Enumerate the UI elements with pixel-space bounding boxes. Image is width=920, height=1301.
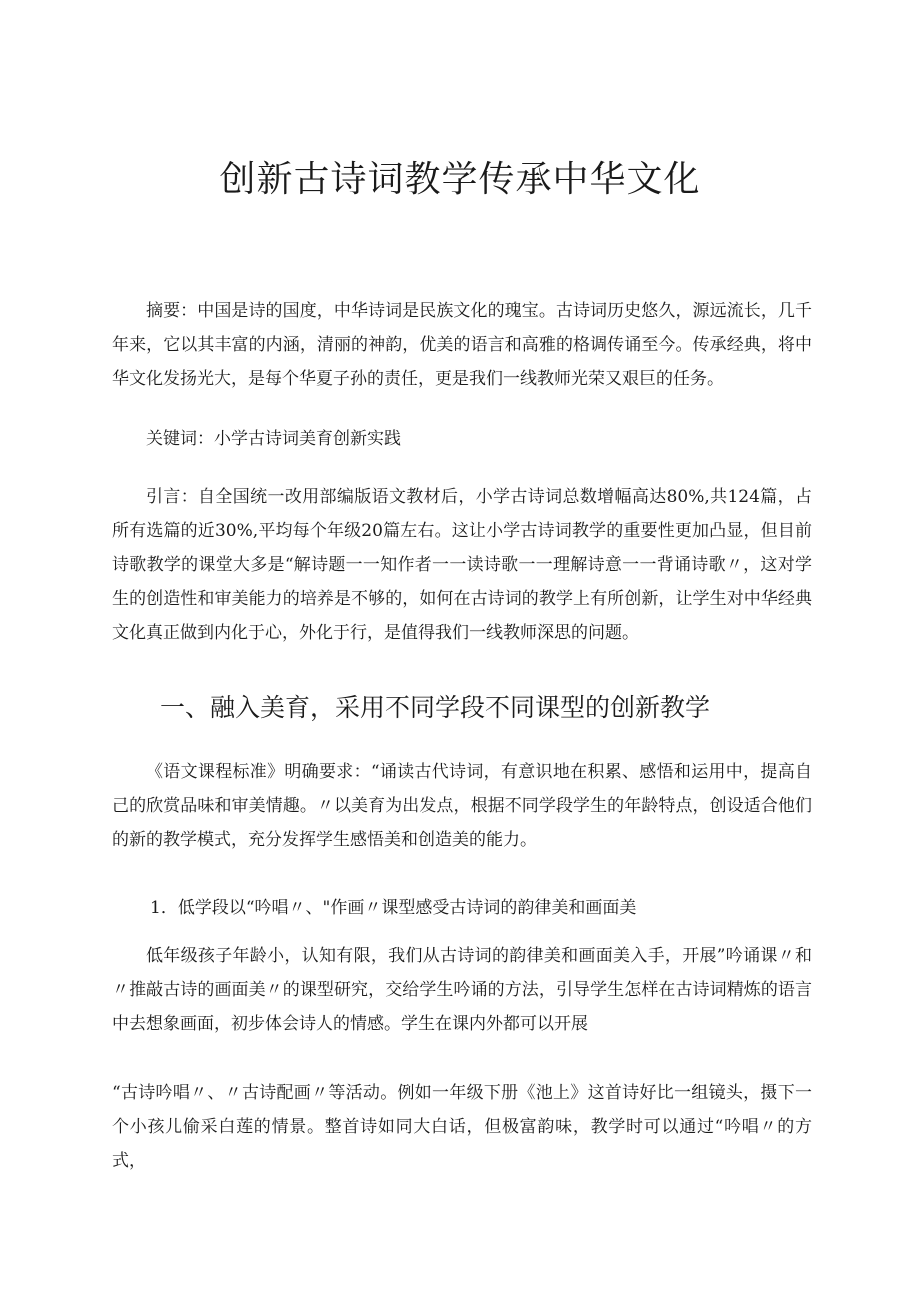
keywords-line: 关键词：小学古诗词美育创新实践 xyxy=(146,429,401,449)
section1-paragraph: 《语文课程标准》明确要求：“诵读古代诗词，有意识地在积累、感悟和运用中，提高自己的欣赏品味和审美情趣。〃以美育为出发点，根据不同学段学生的年龄特点，创设适合他们的新的教学模式，充分发挥学生感悟美和创造美的能力。 xyxy=(112,762,812,850)
subsection-heading-1: 1．低学段以“吟唱〃、"作画〃课型感受古诗词的韵律美和画面美 xyxy=(150,898,637,918)
abstract-paragraph: 摘要：中国是诗的国度，中华诗词是民族文化的瑰宝。古诗词历史悠久，源远流长，几千年来，它以其丰富的内涵，清丽的神韵，优美的语言和高雅的格调传诵至今。传承经典，将中华文化发扬光大，是每个华夏子孙的责任，更是我们一线教师光荣又艰巨的任务。 xyxy=(112,301,812,389)
intro-paragraph: 引言：自全国统一改用部编版语文教材后，小学古诗词总数增幅高达80%,共124篇，占所有选篇的近30%,平均每个年级20篇左右。这让小学古诗词教学的重要性更加凸显，但目前诗歌教学的课堂大多是“解诗题一一知作者一一读诗歌一一理解诗意一一背诵诗歌〃，这对学生的创造性和审美能力的培养是不够的，如何在古诗词的教学上有所创新，让学生对中华经典文化真正做到内化于心，外化于行，是值得我们一线教师深思的问题。 xyxy=(112,487,812,643)
subsection1-paragraph-1: 低年级孩子年龄小，认知有限，我们从古诗词的韵律美和画面美入手，开展”吟诵课〃和〃推敲古诗的画面美〃的课型研究，交给学生吟诵的方法，引导学生怎样在古诗词精炼的语言中去想象画面，初步体会诗人的情感。学生在课内外都可以开展 xyxy=(112,946,812,1034)
document-title: 创新古诗词教学传承中华文化 xyxy=(219,159,701,200)
section-heading-1: 一、融入美育，采用不同学段不同课型的创新教学 xyxy=(160,693,711,722)
subsection1-paragraph-2: “古诗吟唱〃、〃古诗配画〃等活动。例如一年级下册《池上》这首诗好比一组镜头，摄下一个小孩儿偷采白莲的情景。整首诗如同大白话，但极富韵味，教学时可以通过“吟唱〃的方式， xyxy=(112,1083,812,1171)
